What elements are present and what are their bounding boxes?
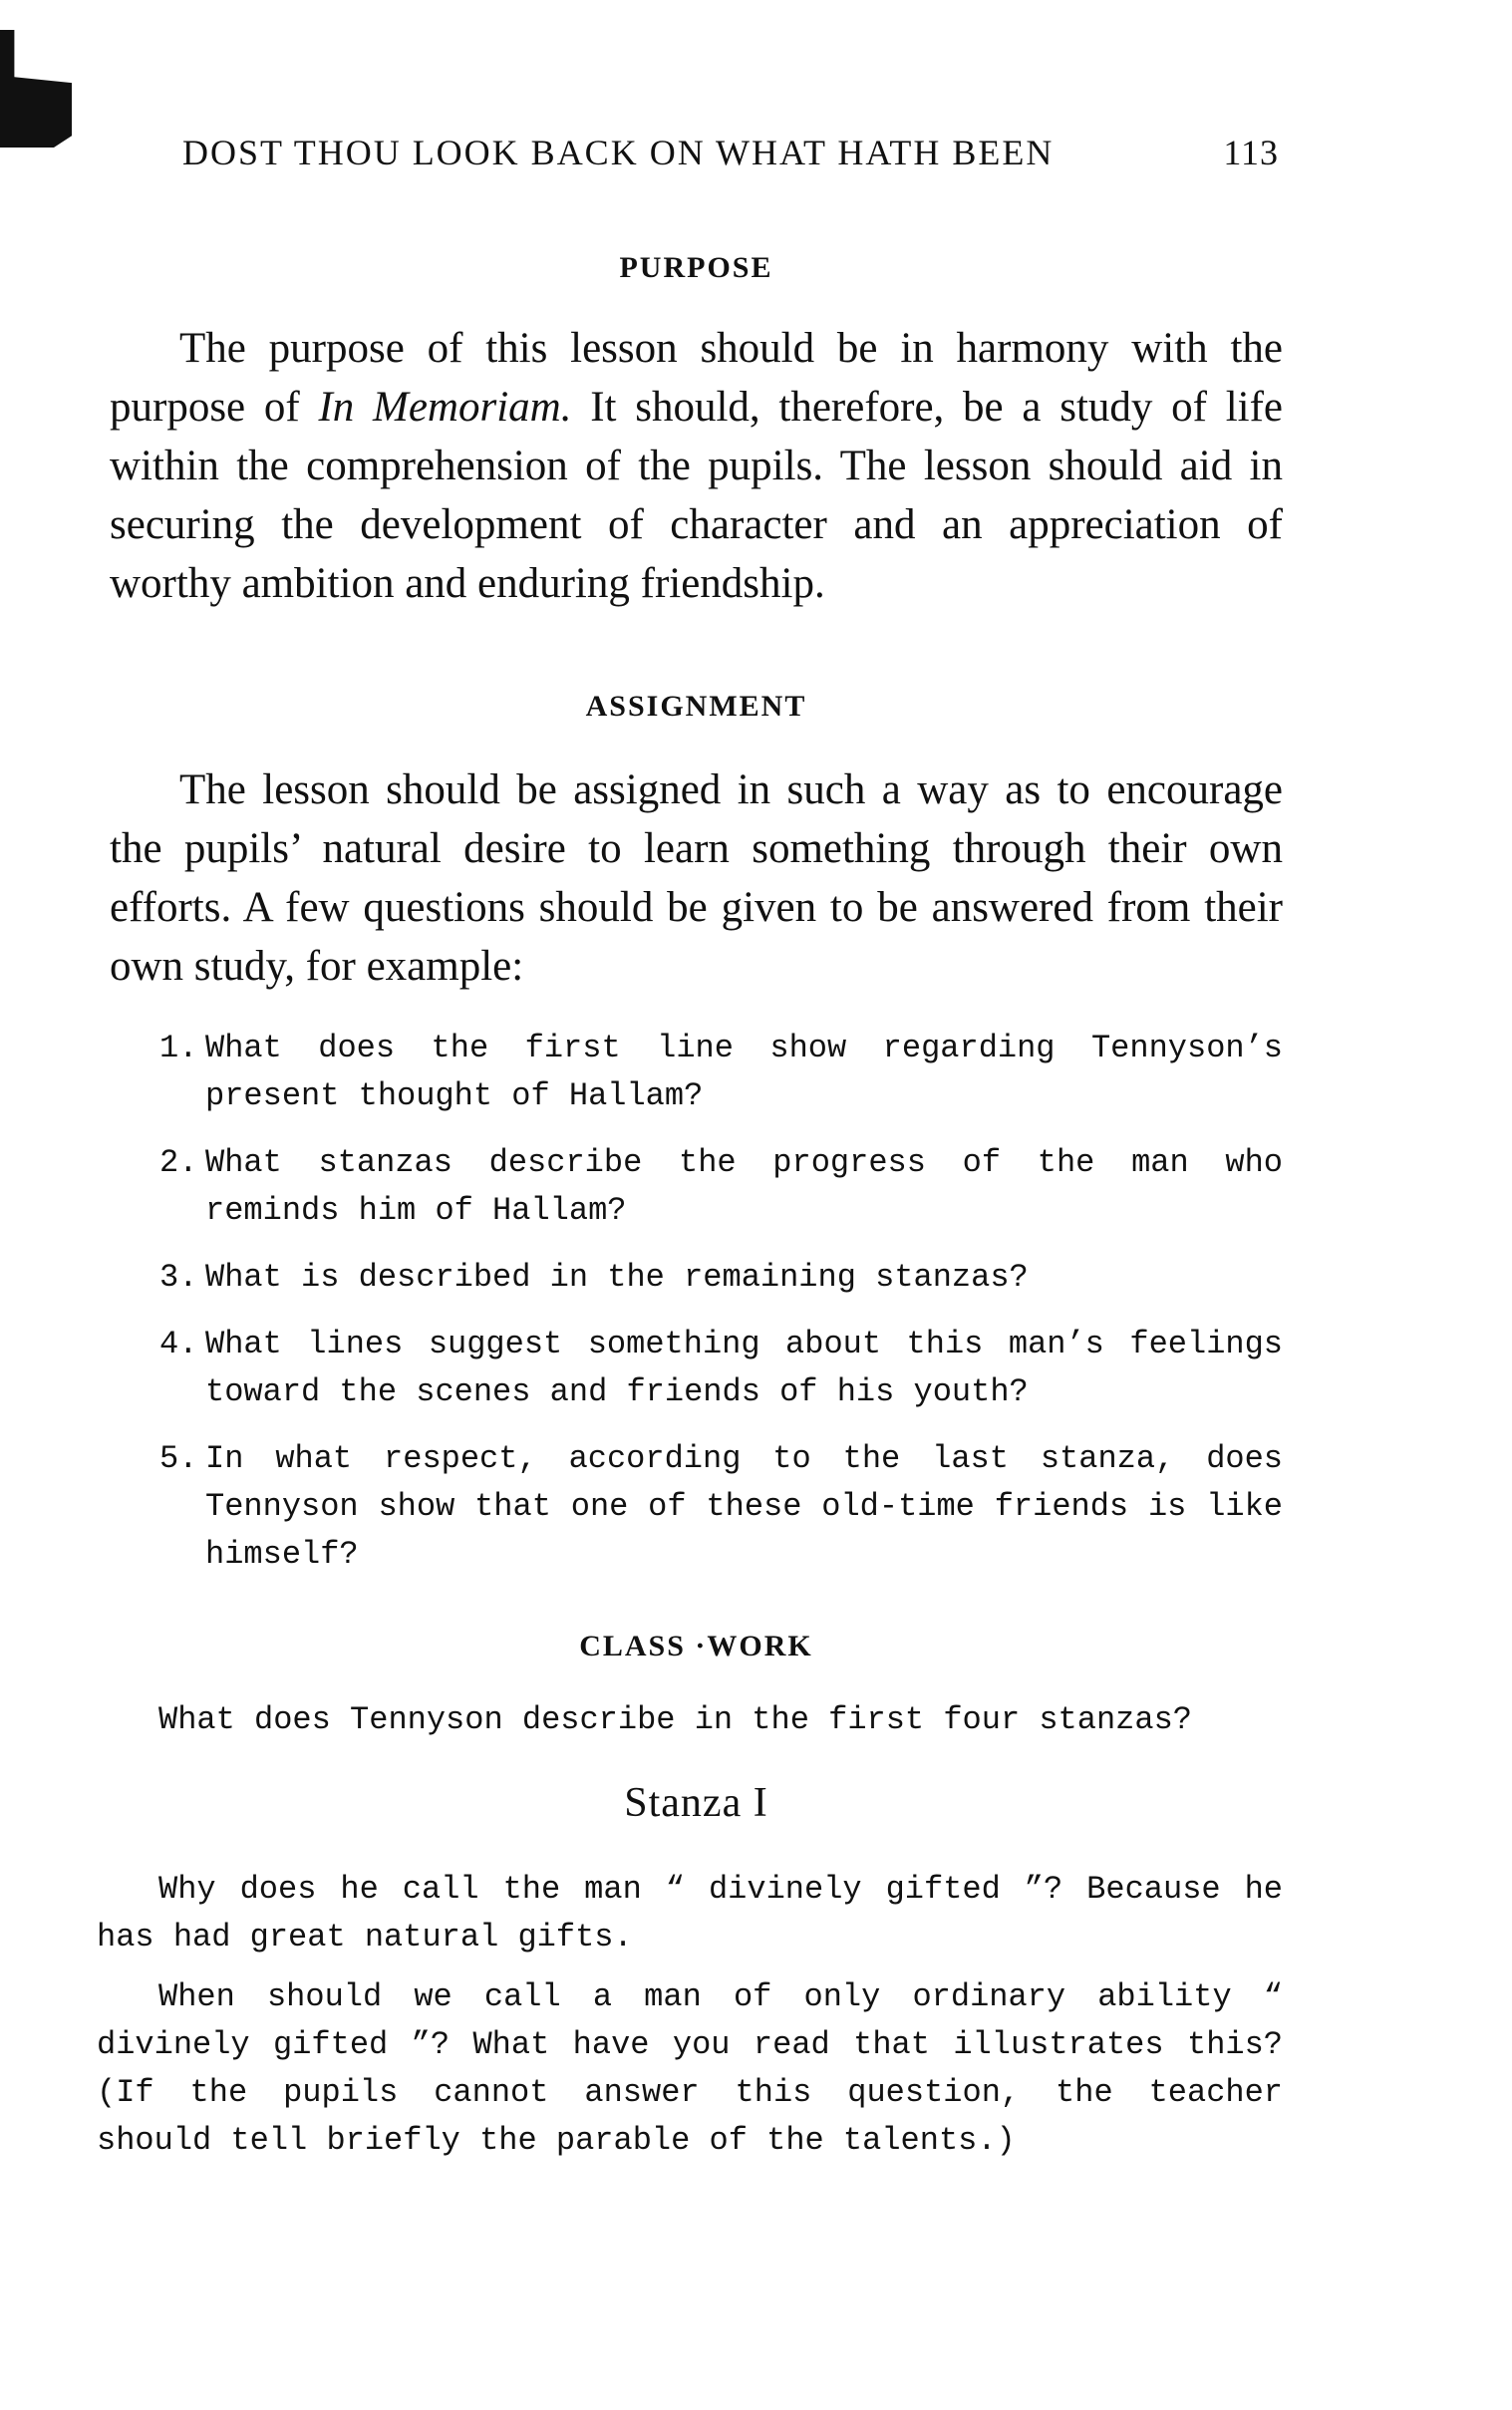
question-number: 3. <box>159 1259 198 1296</box>
question-number: 5. <box>159 1440 198 1477</box>
assignment-paragraph <box>110 760 1283 996</box>
stanza-paragraphs <box>97 1866 1283 2177</box>
question-text: What stanzas describe the progress of the man who reminds him of Hallam? <box>205 1144 1283 1229</box>
list-item <box>159 1254 1283 1302</box>
list-item <box>159 1025 1283 1120</box>
thumb-index-tab <box>0 30 72 148</box>
question-number: 2. <box>159 1144 198 1181</box>
question-text: In what respect, according to the last stanza, does Tennyson show that one of these old-time friends is like himself? <box>205 1440 1283 1573</box>
running-head <box>182 132 1279 173</box>
running-head-title: DOST THOU LOOK BACK ON WHAT HATH BEEN <box>182 133 1055 172</box>
class-work-heading: CLASS ·WORK <box>579 1630 813 1662</box>
class-work-paragraph <box>97 1696 1283 1756</box>
page-number: 113 <box>1223 133 1279 172</box>
stanza-heading: Stanza I <box>624 1780 768 1826</box>
class-work-question: What does Tennyson describe in the first four stanzas? <box>158 1701 1192 1738</box>
question-text: What lines suggest something about this man’s feelings toward the scenes and friends of his youth? <box>205 1326 1283 1410</box>
list-item <box>159 1435 1283 1579</box>
in-memoriam-title: In Memoriam. <box>318 384 572 431</box>
list-item <box>159 1139 1283 1235</box>
stanza-paragraph-2: When should we call a man of only ordinary ability “ divinely gifted ”? What have you read that illustrates this? (If the pupils cannot answer this question, the teacher should tell briefly the parable of the talents.) <box>97 1978 1283 2159</box>
question-number: 1. <box>159 1030 198 1066</box>
purpose-text-start: The purpose of this lesson should be in harmony with the purpose of <box>110 325 1283 431</box>
assignment-text: The lesson should be assigned in such a way as to encourage the pupils’ natural desire to learn something through their own efforts. A few questions should be given to be answered from their own study, for example: <box>110 766 1283 990</box>
question-text: What is described in the remaining stanzas? <box>205 1259 1029 1296</box>
purpose-paragraph <box>110 319 1283 613</box>
purpose-text-end: It should, therefore, be a study of life within the comprehension of the pupils. The lesson should aid in securing the development of character and an appreciation of worthy ambition and enduring friendship. <box>110 384 1284 607</box>
list-item <box>159 1321 1283 1416</box>
purpose-heading: PURPOSE <box>619 251 773 284</box>
assignment-heading: ASSIGNMENT <box>585 690 807 723</box>
question-number: 4. <box>159 1326 198 1362</box>
question-text: What does the first line show regarding Tennyson’s present thought of Hallam? <box>205 1030 1283 1114</box>
stanza-paragraph-1: Why does he call the man “ divinely gifted ”? Because he has had great natural gifts. <box>97 1871 1283 1956</box>
question-list <box>159 1025 1283 1598</box>
